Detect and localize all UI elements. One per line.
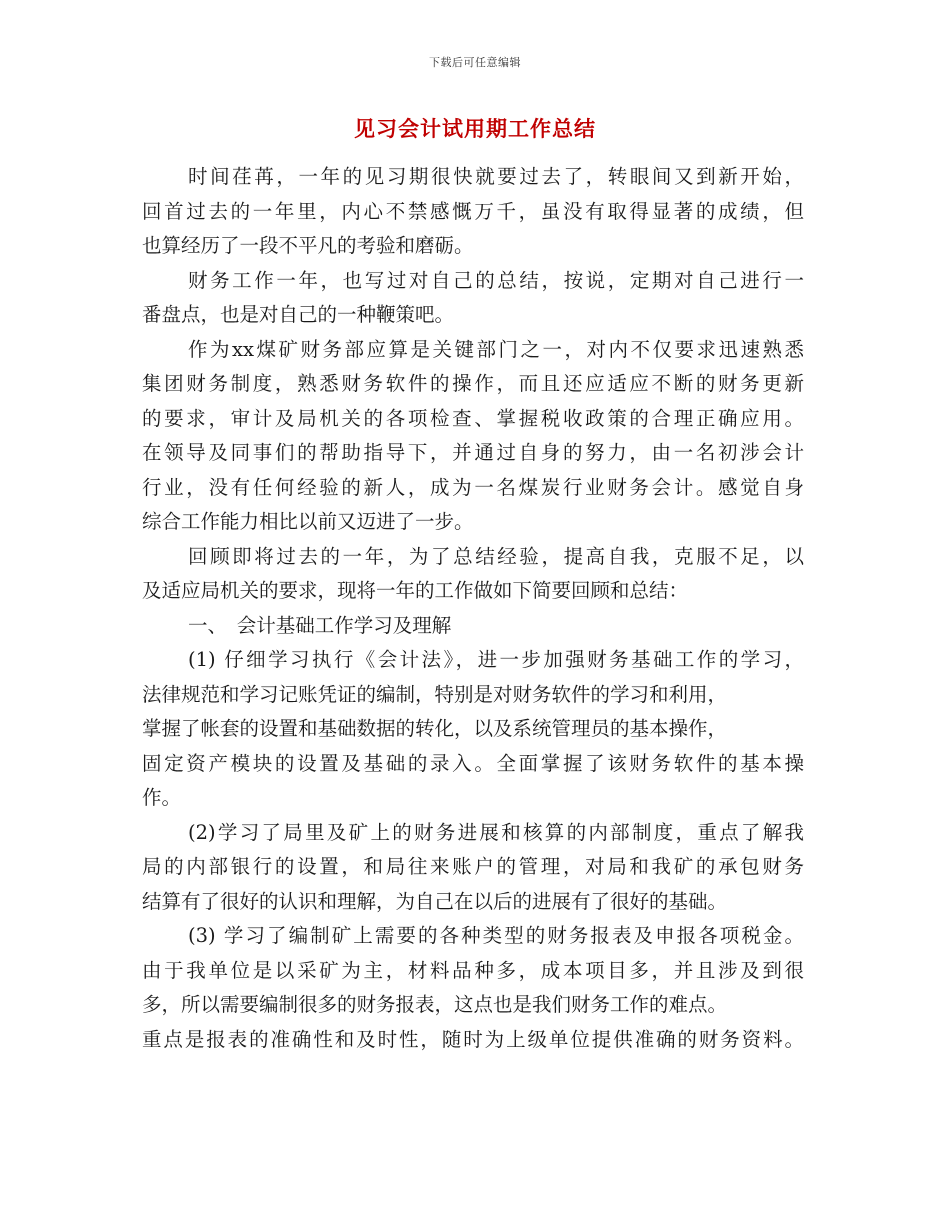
body-text-line: 综合工作能力相比以前又迈进了一步。	[142, 510, 474, 533]
body-text-line: (3) 学习了编制矿上需要的各种类型的财务报表及申报各项税金。	[188, 924, 804, 947]
body-text-line: 回顾即将过去的一年，为了总结经验，提高自我，克服不足，以	[188, 544, 804, 568]
page-header-note: 下载后可任意编辑	[429, 56, 521, 69]
body-text-line: 在领导及同事们的帮助指导下，并通过自身的努力，由一名初涉会计	[142, 441, 804, 464]
body-text-line: 及适应局机关的要求，现将一年的工作做如下简要回顾和总结：	[142, 579, 689, 602]
body-text-line: 掌握了帐套的设置和基础数据的转化，以及系统管理员的基本操作，	[142, 717, 728, 740]
body-text-line: 也算经历了一段不平凡的考验和磨砺。	[142, 234, 474, 257]
body-text-line: 回首过去的一年里，内心不禁感慨万千，虽没有取得显著的成绩，但	[142, 199, 804, 223]
body-text-line: 行业，没有任何经验的新人，成为一名煤炭行业财务会计。感觉自身	[142, 475, 804, 499]
body-text-line: 重点是报表的准确性和及时性，随时为上级单位提供准确的财务资料。	[142, 1027, 804, 1051]
body-text-line: 作。	[142, 786, 182, 809]
body-text-line: 法律规范和学习记账凭证的编制，特别是对财务软件的学习和利用，	[142, 682, 728, 706]
body-text-line: (1) 仔细学习执行《会计法》，进一步加强财务基础工作的学习，	[188, 648, 804, 671]
body-text-line: 财务工作一年，也写过对自己的总结，按说，定期对自己进行一	[188, 268, 804, 292]
body-text-line: (2)学习了局里及矿上的财务进展和核算的内部制度，重点了解我	[188, 820, 804, 844]
document-title: 见习会计试用期工作总结	[354, 116, 596, 141]
body-text-line: 时间荏苒，一年的见习期很快就要过去了，转眼间又到新开始，	[188, 165, 804, 188]
body-text-line: 局的内部银行的设置，和局往来账户的管理，对局和我矿的承包财务	[142, 855, 804, 878]
body-text-line: 一、 会计基础工作学习及理解	[188, 613, 452, 637]
body-text-line: 由于我单位是以采矿为主，材料品种多，成本项目多，并且涉及到很	[142, 958, 804, 982]
body-text-line: 作为xx煤矿财务部应算是关键部门之一，对内不仅要求迅速熟悉	[188, 337, 804, 361]
body-text-line: 集团财务制度，熟悉财务软件的操作，而且还应适应不断的财务更新	[142, 372, 804, 395]
body-text-line: 番盘点，也是对自己的一种鞭策吧。	[142, 303, 455, 326]
body-text-line: 多，所以需要编制很多的财务报表，这点也是我们财务工作的难点。	[142, 993, 728, 1016]
body-text-line: 固定资产模块的设置及基础的录入。全面掌握了该财务软件的基本操	[142, 751, 804, 775]
document-body	[142, 160, 804, 1057]
body-text-line: 的要求，审计及局机关的各项检查、掌握税收政策的合理正确应用。	[142, 406, 804, 430]
body-text-line: 结算有了很好的认识和理解，为自己在以后的进展有了很好的基础。	[142, 889, 728, 913]
